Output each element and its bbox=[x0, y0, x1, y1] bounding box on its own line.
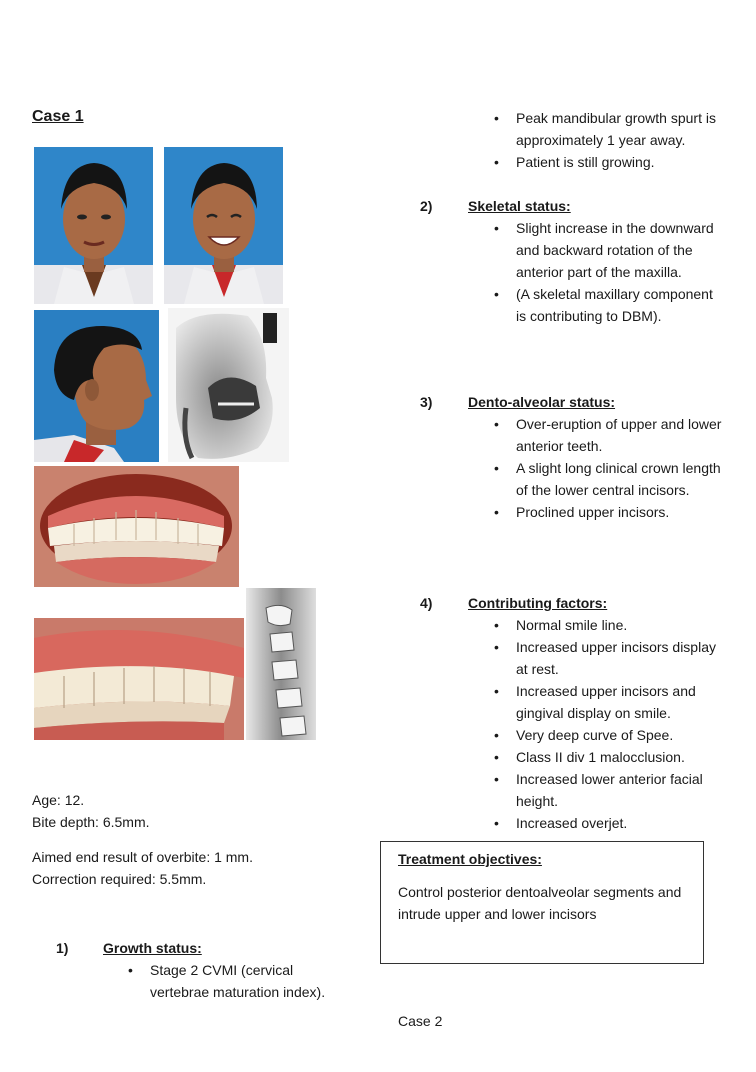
list-item: • Peak mandibular growth spurt is approximately 1 year away. bbox=[492, 107, 722, 151]
correction-text: Correction required: 5.5mm. bbox=[32, 871, 207, 887]
lateral-intraoral-photo bbox=[34, 618, 244, 740]
case-title: Case 1 bbox=[32, 108, 84, 125]
list-item: • Increased upper incisors and gingival display on smile. bbox=[492, 680, 722, 724]
cephalometric-xray bbox=[168, 308, 289, 462]
section-1-number: 1) bbox=[56, 940, 69, 956]
section-2-number: 2) bbox=[420, 198, 433, 214]
age-text: Age: 12. bbox=[32, 792, 85, 808]
section-4-heading: Contributing factors: bbox=[468, 595, 608, 611]
section-3-list bbox=[492, 413, 722, 523]
frontal-intraoral-photo bbox=[34, 466, 239, 587]
section-4-list bbox=[492, 614, 722, 834]
aimed-result-text: Aimed end result of overbite: 1 mm. bbox=[32, 849, 253, 865]
list-item: • Increased overjet. bbox=[492, 812, 722, 834]
section-3-heading: Dento-alveolar status: bbox=[468, 394, 616, 410]
section-1-heading: Growth status: bbox=[103, 940, 202, 956]
section-3-number: 3) bbox=[420, 394, 433, 410]
frontal-face-rest-photo bbox=[34, 147, 153, 304]
section-2-list bbox=[492, 217, 722, 327]
list-item: • Proclined upper incisors. bbox=[492, 501, 722, 523]
list-item: • Class II div 1 malocclusion. bbox=[492, 746, 722, 768]
list-item: • Increased lower anterior facial height. bbox=[492, 768, 722, 812]
section-1-continued-list bbox=[492, 107, 722, 173]
section-4-number: 4) bbox=[420, 595, 433, 611]
cervical-vertebrae-xray bbox=[246, 588, 316, 740]
treatment-objectives-text: Control posterior dentoalveolar segments and intrude upper and lower incisors bbox=[398, 884, 682, 922]
section-1-list bbox=[126, 959, 356, 1003]
list-item: • Patient is still growing. bbox=[492, 151, 722, 173]
list-item: • A slight long clinical crown length of the lower central incisors. bbox=[492, 457, 722, 501]
list-item: • Normal smile line. bbox=[492, 614, 722, 636]
profile-photo bbox=[34, 310, 159, 462]
bite-depth-text: Bite depth: 6.5mm. bbox=[32, 814, 150, 830]
list-item: • Increased upper incisors display at rest. bbox=[492, 636, 722, 680]
frontal-face-smile-photo bbox=[164, 147, 283, 304]
list-item: • Very deep curve of Spee. bbox=[492, 724, 722, 746]
section-2-heading: Skeletal status: bbox=[468, 198, 571, 214]
list-item: • Over-eruption of upper and lower anterior teeth. bbox=[492, 413, 722, 457]
page-footer: Case 2 bbox=[398, 1013, 443, 1029]
list-item: • (A skeletal maxillary component is contributing to DBM). bbox=[492, 283, 722, 327]
list-item: • Stage 2 CVMI (cervical vertebrae maturation index). bbox=[126, 959, 356, 1003]
treatment-objectives-box bbox=[380, 841, 704, 964]
treatment-objectives-heading: Treatment objectives: bbox=[398, 851, 542, 867]
list-item: • Slight increase in the downward and backward rotation of the anterior part of the maxilla. bbox=[492, 217, 722, 283]
